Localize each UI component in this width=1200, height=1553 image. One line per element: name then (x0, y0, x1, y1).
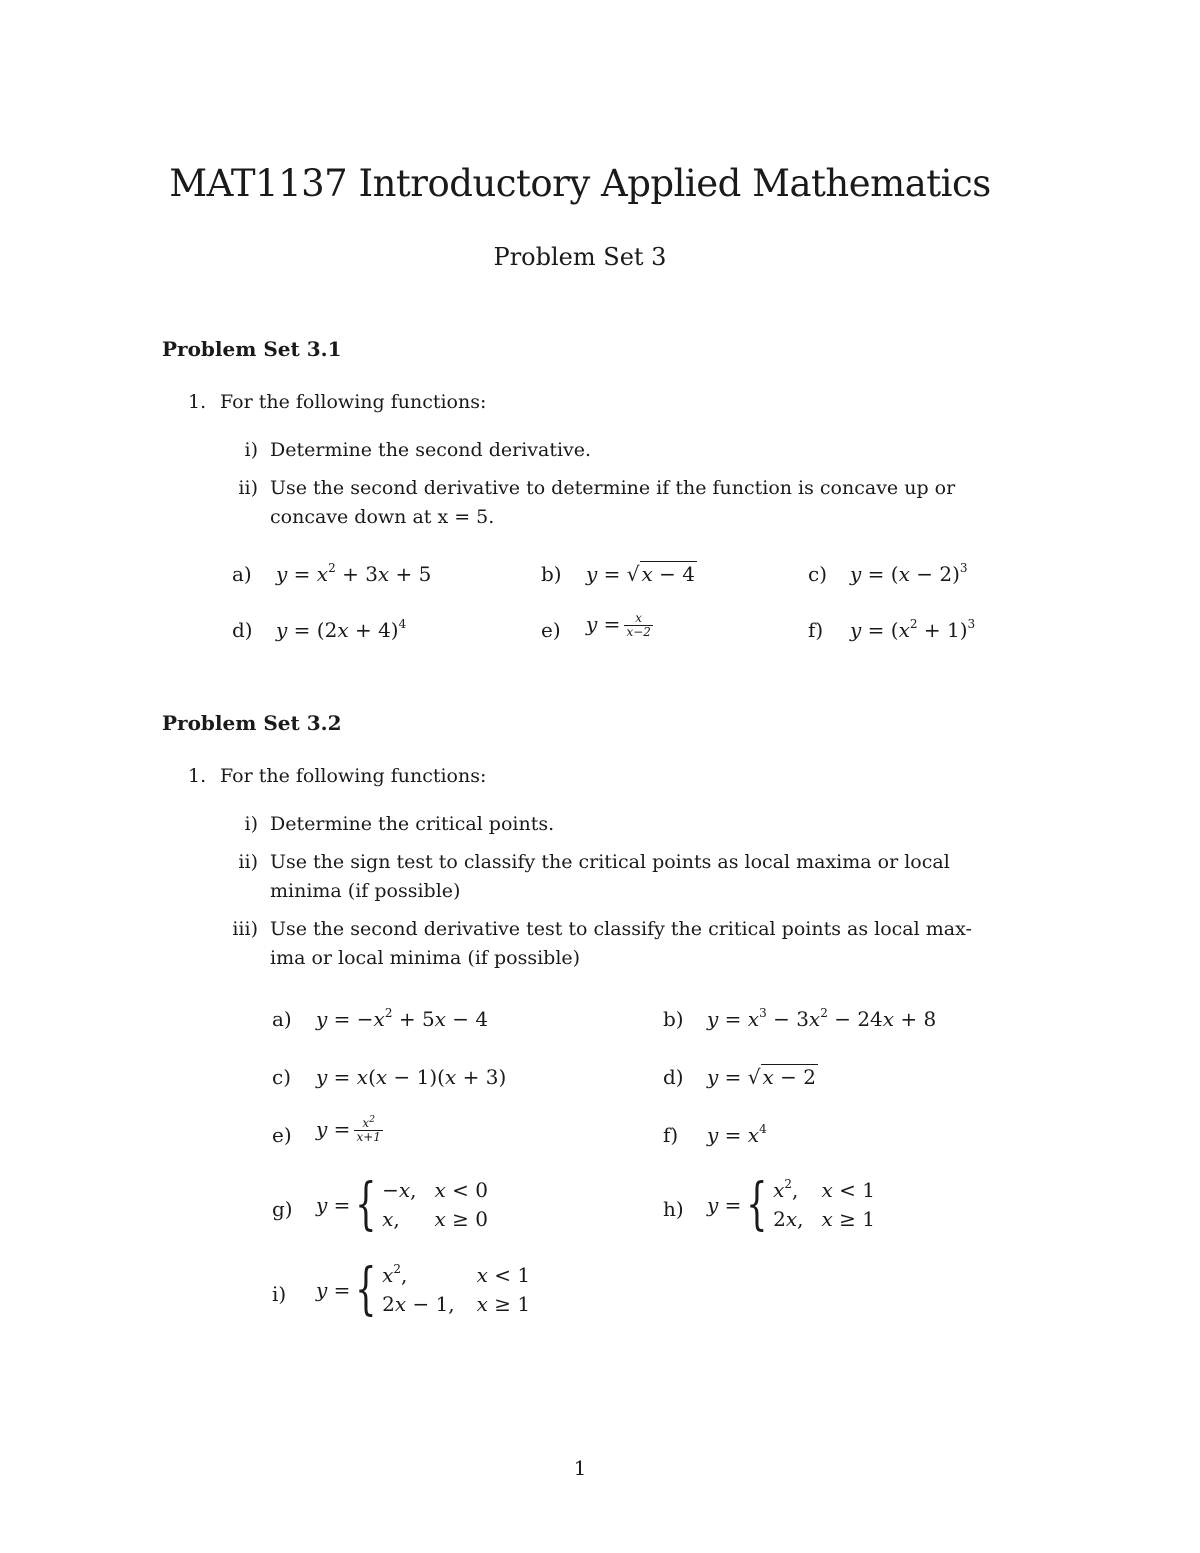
item-label: i) (272, 1282, 287, 1306)
step-text-continued: minima (if possible) (270, 880, 461, 902)
item-expression: y = √ x − 2 (707, 1065, 817, 1089)
item-label: e) (541, 618, 561, 642)
step-text: Use the second derivative to determine if the function is concave up or (270, 477, 956, 499)
item-label: f) (808, 618, 824, 642)
question-text: For the following functions: (220, 765, 487, 787)
step-text: Determine the critical points. (270, 813, 555, 835)
item-label: d) (232, 618, 253, 642)
step-number: ii) (238, 851, 258, 873)
step-text-continued: concave down at x = 5. (270, 506, 495, 528)
question-number: 1. (188, 765, 207, 787)
step-number: i) (244, 813, 258, 835)
item-expression: y ={ −x, x < 0 x, x ≥ 0 (316, 1172, 488, 1237)
step-text: Use the sign test to classify the critical points as local maxima or local (270, 851, 950, 873)
item-label: b) (663, 1007, 684, 1031)
item-expression: y = x(x − 1)(x + 3) (316, 1065, 507, 1089)
item-label: f) (663, 1123, 679, 1147)
item-expression: $y = (x - 2)^3$ (850, 561, 968, 586)
step-text: Use the second derivative test to classify the critical points as local max- (270, 918, 972, 940)
item-label: h) (663, 1197, 684, 1221)
item-label: e) (272, 1123, 292, 1147)
item-expression: y ={ $x^2$, x < 1 2x − 1, x ≥ 1 (316, 1257, 531, 1322)
document-title: MAT1137 Introductory Applied Mathematics (169, 162, 991, 205)
item-label: g) (272, 1197, 293, 1221)
section-heading-3-1: Problem Set 3.1 (162, 337, 342, 361)
item-expression: $y = (2x + 4)^4$ (276, 617, 407, 642)
item-expression: $y = -x^2 + 5x - 4$ (316, 1006, 489, 1031)
item-label: a) (272, 1007, 292, 1031)
item-label: b) (541, 562, 562, 586)
item-expression: y = $\frac{x^2}{x+1}$ (316, 1115, 381, 1144)
item-label: d) (663, 1065, 684, 1089)
item-label: a) (232, 562, 252, 586)
item-label: c) (272, 1065, 292, 1089)
page-number: 1 (573, 1456, 587, 1480)
item-expression: y = $\frac{x}{x-2}$ (586, 611, 651, 639)
document-subtitle: Problem Set 3 (493, 243, 667, 271)
step-number: ii) (238, 477, 258, 499)
step-text: Determine the second derivative. (270, 439, 592, 461)
item-label: c) (808, 562, 828, 586)
question-text: For the following functions: (220, 391, 487, 413)
step-number: i) (244, 439, 258, 461)
step-number: iii) (232, 918, 258, 940)
item-expression: $y = x^3 - 3x^2 - 24x + 8$ (707, 1006, 937, 1031)
item-expression: $y = (x^2 + 1)^3$ (850, 617, 976, 642)
section-heading-3-2: Problem Set 3.2 (162, 711, 342, 735)
item-expression: y ={ $x^2$, x < 1 2x, x ≥ 1 (707, 1172, 875, 1237)
item-expression: y = √ x − 4 (586, 562, 696, 586)
step-text-continued: ima or local minima (if possible) (270, 947, 581, 969)
question-number: 1. (188, 391, 207, 413)
item-expression: $y = x^2 + 3x + 5$ (276, 561, 432, 586)
item-expression: $y = x^4$ (707, 1122, 767, 1147)
